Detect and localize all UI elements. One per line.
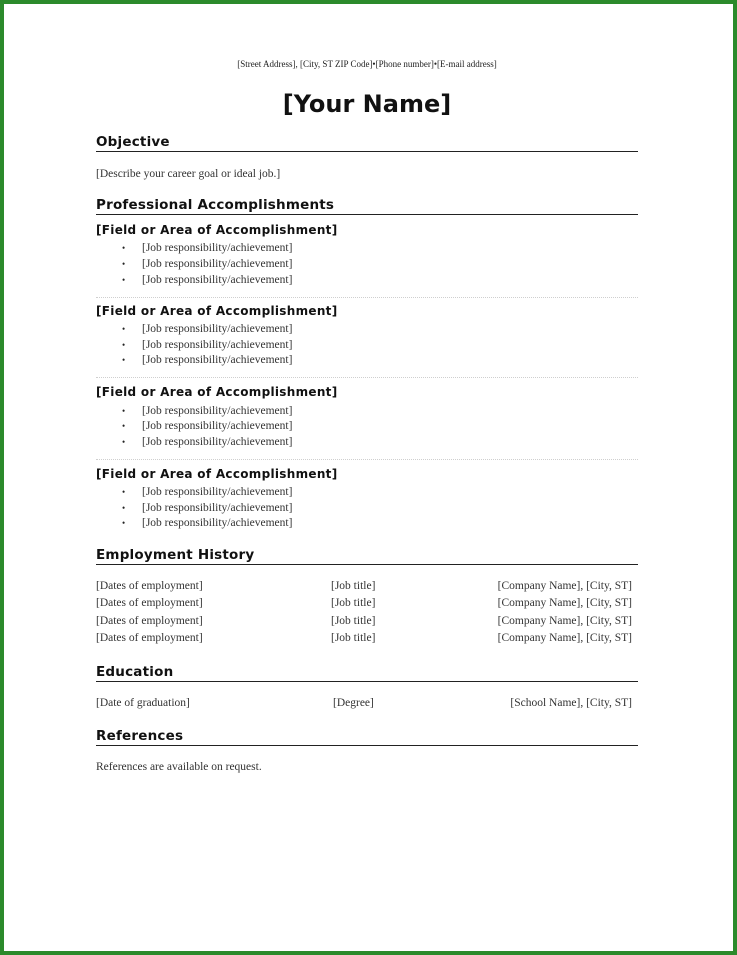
accomplishment-item: [122, 323, 292, 335]
bullet-icon: •: [122, 324, 126, 334]
bullet-icon: •: [122, 340, 126, 350]
employment-job-title: [Job title]: [331, 597, 376, 609]
contact-line: [Street Address], [City, ST ZIP Code]•[Phone number]•[E-mail address]: [237, 59, 497, 69]
accomplishment-item: [122, 274, 292, 286]
accomplishment-item: [122, 517, 292, 529]
resume-name: [Your Name]: [282, 90, 452, 118]
accomplishment-item: [122, 502, 292, 514]
accomplishment-item-text: [Job responsibility/achievement]: [142, 405, 293, 417]
objective-heading: Objective: [96, 134, 638, 152]
accomplishment-item-text: [Job responsibility/achievement]: [142, 436, 293, 448]
employment-company: [Company Name], [City, ST]: [497, 615, 632, 627]
education-degree: [Degree]: [333, 697, 374, 709]
accomplishment-item-text: [Job responsibility/achievement]: [142, 420, 293, 432]
accomplishment-item-text: [Job responsibility/achievement]: [142, 517, 293, 529]
accomplishment-group-title: [Field or Area of Accomplishment]: [96, 385, 338, 399]
accomplishment-group-title: [Field or Area of Accomplishment]: [96, 467, 338, 481]
group-divider: [96, 377, 638, 378]
references-heading: References: [96, 728, 638, 746]
accomplishment-item: [122, 436, 292, 448]
accomplishment-item: [122, 339, 292, 351]
accomplishment-item-text: [Job responsibility/achievement]: [142, 502, 293, 514]
bullet-icon: •: [122, 518, 126, 528]
employment-company: [Company Name], [City, ST]: [497, 580, 632, 592]
employment-company: [Company Name], [City, ST]: [497, 597, 632, 609]
bullet-icon: •: [122, 243, 126, 253]
education-school: [School Name], [City, ST]: [510, 697, 632, 709]
accomplishment-item-text: [Job responsibility/achievement]: [142, 486, 293, 498]
accomplishment-group-title: [Field or Area of Accomplishment]: [96, 223, 338, 237]
education-date: [Date of graduation]: [96, 697, 190, 709]
accomplishment-item-text: [Job responsibility/achievement]: [142, 258, 293, 270]
accomplishment-item: [122, 258, 292, 270]
accomplishment-item-text: [Job responsibility/achievement]: [142, 274, 293, 286]
bullet-icon: •: [122, 487, 126, 497]
accomplishment-item: [122, 405, 292, 417]
bullet-icon: •: [122, 355, 126, 365]
employment-job-title: [Job title]: [331, 632, 376, 644]
accomplishment-group-title: [Field or Area of Accomplishment]: [96, 304, 338, 318]
bullet-icon: •: [122, 259, 126, 269]
bullet-icon: •: [122, 406, 126, 416]
employment-heading: Employment History: [96, 547, 638, 565]
accomplishments-heading: Professional Accomplishments: [96, 197, 638, 215]
accomplishment-item: [122, 486, 292, 498]
employment-job-title: [Job title]: [331, 580, 376, 592]
education-heading: Education: [96, 664, 638, 682]
accomplishment-item: [122, 242, 292, 254]
employment-dates: [Dates of employment]: [96, 580, 203, 592]
employment-job-title: [Job title]: [331, 615, 376, 627]
accomplishment-item: [122, 354, 292, 366]
group-divider: [96, 459, 638, 460]
objective-text: [Describe your career goal or ideal job.]: [96, 168, 281, 180]
references-text: References are available on request.: [96, 761, 262, 773]
bullet-icon: •: [122, 275, 126, 285]
accomplishment-item-text: [Job responsibility/achievement]: [142, 242, 293, 254]
employment-dates: [Dates of employment]: [96, 597, 203, 609]
employment-company: [Company Name], [City, ST]: [497, 632, 632, 644]
bullet-icon: •: [122, 437, 126, 447]
employment-dates: [Dates of employment]: [96, 615, 203, 627]
bullet-icon: •: [122, 421, 126, 431]
accomplishment-item-text: [Job responsibility/achievement]: [142, 339, 293, 351]
accomplishment-item-text: [Job responsibility/achievement]: [142, 354, 293, 366]
group-divider: [96, 297, 638, 298]
bullet-icon: •: [122, 503, 126, 513]
accomplishment-item-text: [Job responsibility/achievement]: [142, 323, 293, 335]
accomplishment-item: [122, 420, 292, 432]
employment-dates: [Dates of employment]: [96, 632, 203, 644]
